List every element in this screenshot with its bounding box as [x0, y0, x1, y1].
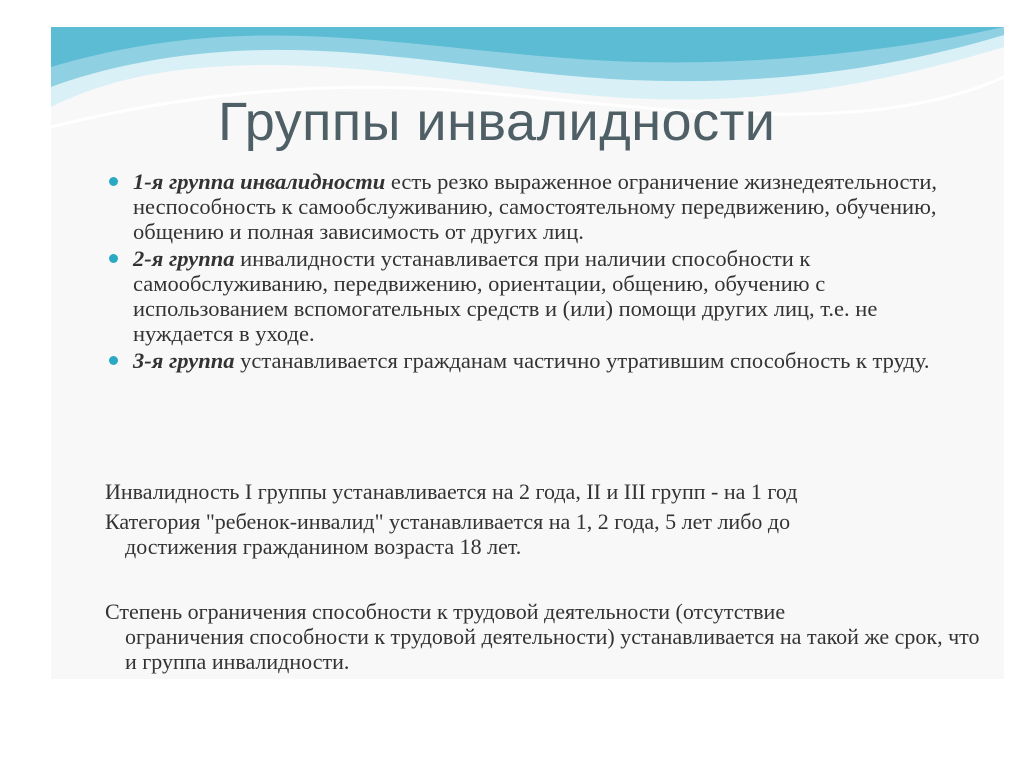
slide [51, 27, 1004, 679]
bullet-dot-icon [109, 177, 118, 186]
bullet-item-group-1 [109, 169, 979, 244]
bullet-emphasis: 2-я группа [133, 246, 235, 271]
paragraph-line: ограничения способности к трудовой деятельности) устанавливается на такой же срок, что и группа инвалидности. [125, 624, 980, 674]
bullet-dot-icon [109, 356, 118, 365]
paragraph-line: Категория "ребенок-инвалид" устанавливается на 1, 2 года, 5 лет либо до [105, 509, 791, 534]
paragraph-duration: Инвалидность I группы устанавливается на 2 года, II и III групп - на 1 год [105, 479, 798, 504]
bullet-text: устанавливается гражданам частично утратившим способность к труду. [234, 348, 930, 373]
paragraph-work-capacity [105, 599, 985, 674]
bullet-emphasis: 1-я группа инвалидности [133, 169, 386, 194]
bullet-text: есть резко выраженное ограничение жизнедеятельности, неспособность к самообслуживанию, самостоятельному передвижению, обучению, общению и полная зависимость от других лиц. [133, 169, 938, 244]
bullet-text: инвалидности устанавливается при наличии способности к самообслуживанию, передвижению, ориентации, общению, обучению с использованием вспомогательных средств и (или) помощи других лиц, т.е. не нуждается в уходе. [133, 246, 878, 346]
bullet-item-group-3 [109, 348, 979, 373]
paragraph-child-category [105, 509, 985, 559]
slide-title: Группы инвалидности [218, 92, 776, 152]
bullet-list [109, 169, 979, 375]
bullet-emphasis: 3-я группа [133, 348, 235, 373]
paragraph-line: достижения гражданином возраста 18 лет. [125, 534, 522, 559]
bullet-item-group-2 [109, 246, 979, 346]
bullet-dot-icon [109, 254, 118, 263]
paragraph-line: Степень ограничения способности к трудовой деятельности (отсутствие [105, 599, 786, 624]
